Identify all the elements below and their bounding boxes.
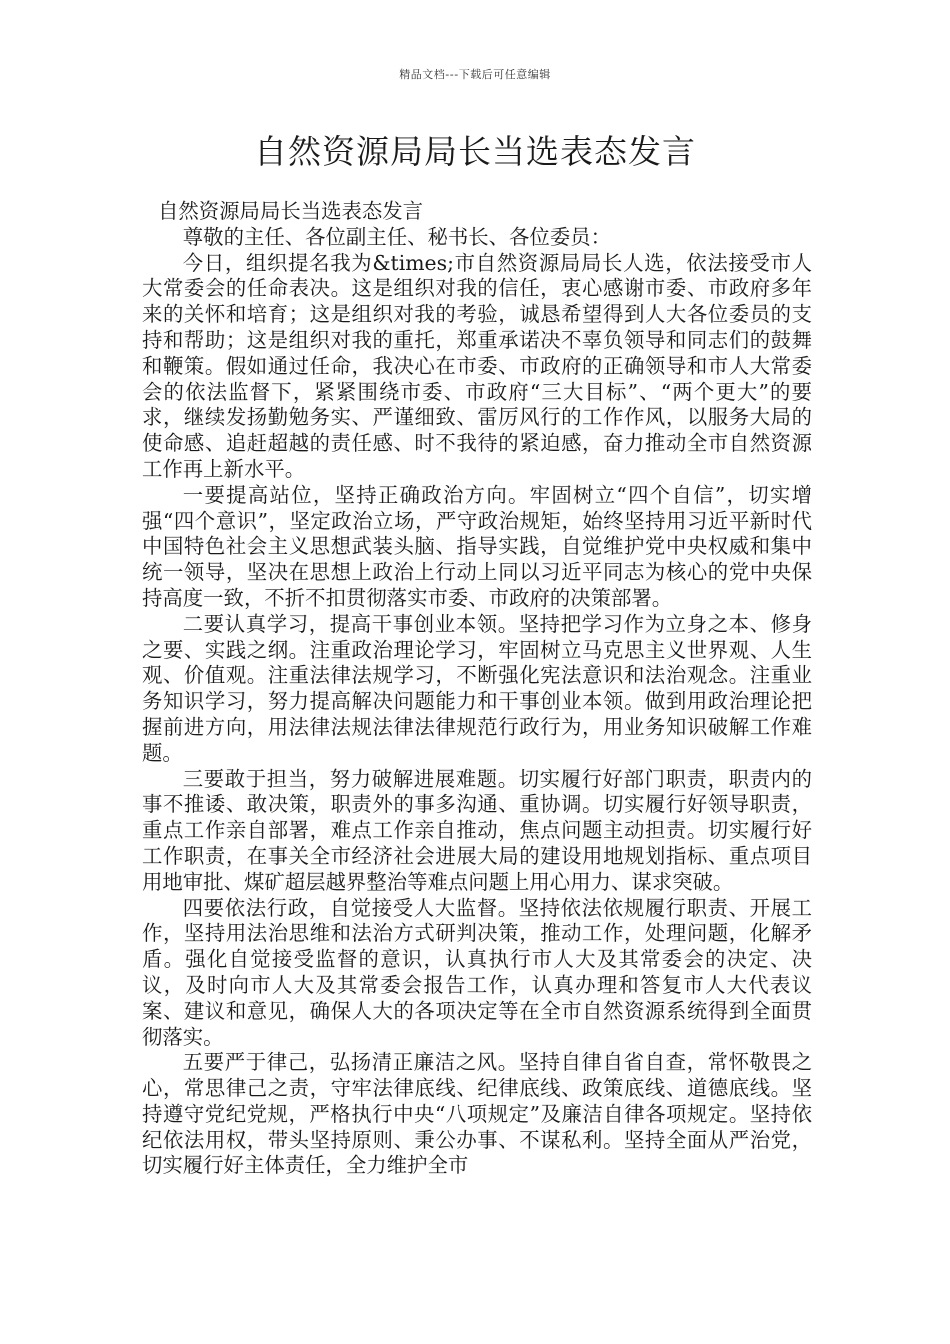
paragraph-point-4: 四要依法行政，自觉接受人大监督。坚持依法依规履行职责、开展工作，坚持用法治思维和法治方式研判决策，推动工作，处理问题，化解矛盾。强化自觉接受监督的意识，认真执行市人大及其常委会的决定、决议，及时向市人大及其常委会报告工作，认真办理和答复市人大代表议案、建议和意见，确保人大的各项决定等在全市自然资源系统得到全面贯彻落实。 (142, 895, 812, 1049)
paragraph-point-5: 五要严于律己，弘扬清正廉洁之风。坚持自律自省自查，常怀敬畏之心，常思律己之责，守牢法律底线、纪律底线、政策底线、道德底线。坚持遵守党纪党规，严格执行中央“八项规定”及廉洁自律各项规定。坚持依纪依法用权，带头坚持原则、秉公办事、不谋私利。坚持全面从严治党，切实履行好主体责任，全力维护全市 (142, 1050, 812, 1178)
document-title: 自然资源局局长当选表态发言 (254, 132, 696, 171)
paragraph-point-3: 三要敢于担当，努力破解进展难题。切实履行好部门职责，职责内的事不推诿、敢决策，职责外的事多沟通、重协调。切实履行好领导职责，重点工作亲自部署，难点工作亲自推动，焦点问题主动担责。切实履行好工作职责，在事关全市经济社会进展大局的建设用地规划指标、重点项目用地审批、煤矿超层越界整治等难点问题上用心用力、谋求突破。 (142, 766, 812, 894)
paragraph-point-2: 二要认真学习，提高干事创业本领。坚持把学习作为立身之本、修身之要、实践之纲。注重政治理论学习，牢固树立马克思主义世界观、人生观、价值观。注重法律法规学习，不断强化宪法意识和法治观念。注重业务知识学习，努力提高解决问题能力和干事创业本领。做到用政治理论把握前进方向，用法律法规法律法律规范行政行为，用业务知识破解工作难题。 (142, 611, 812, 765)
document-body (142, 199, 812, 1179)
header-note: 精品文档---下载后可任意编辑 (399, 68, 551, 81)
paragraph-opening: 今日，组织提名我为&times;市自然资源局局长人选，依法接受市人大常委会的任命表决。这是组织对我的信任，衷心感谢市委、市政府多年来的关怀和培育；这是组织对我的考验，诚恳希望得到人大各位委员的支持和帮助；这是组织对我的重托，郑重承诺决不辜负领导和同志们的鼓舞和鞭策。假如通过任命，我决心在市委、市政府的正确领导和市人大常委会的依法监督下，紧紧围绕市委、市政府“三大目标”、“两个更大”的要求，继续发扬勤勉务实、严谨细致、雷厉风行的工作作风，以服务大局的使命感、追赶超越的责任感、时不我待的紧迫感，奋力推动全市自然资源工作再上新水平。 (142, 250, 812, 481)
paragraph-point-1: 一要提高站位，坚持正确政治方向。牢固树立“四个自信”，切实增强“四个意识”，坚定政治立场，严守政治规矩，始终坚持用习近平新时代中国特色社会主义思想武装头脑、指导实践，自觉维护党中央权威和集中统一领导，坚决在思想上政治上行动上同以习近平同志为核心的党中央保持高度一致，不折不扣贯彻落实市委、市政府的决策部署。 (142, 482, 812, 610)
document-subtitle: 自然资源局局长当选表态发言 (158, 199, 424, 223)
salutation: 尊敬的主任、各位副主任、秘书长、各位委员： (182, 224, 611, 249)
